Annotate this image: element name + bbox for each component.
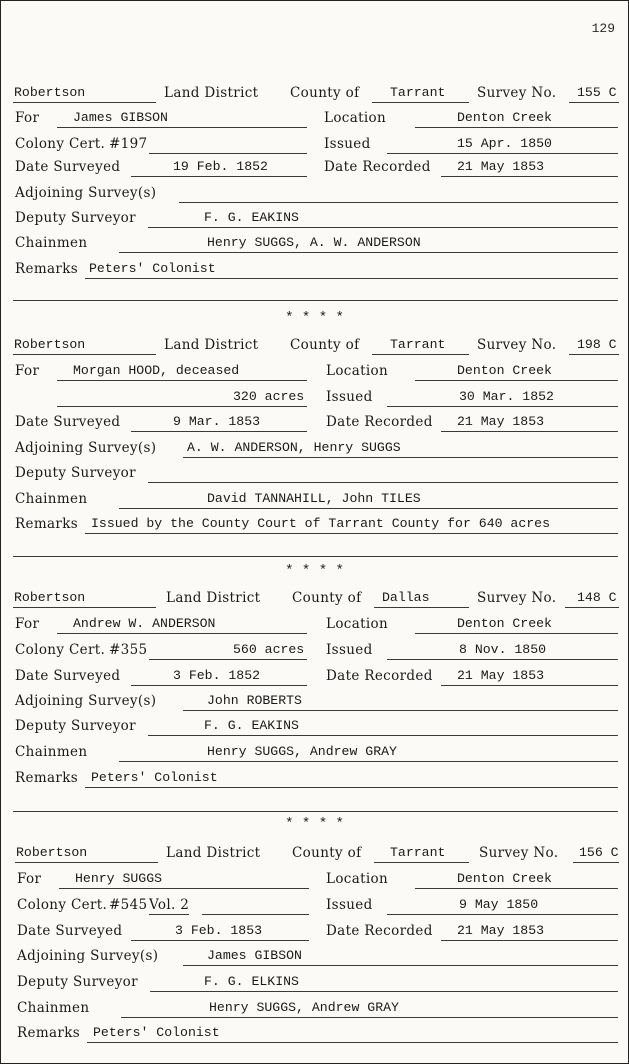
district-row bbox=[1, 79, 628, 103]
date-recorded-value bbox=[441, 663, 618, 686]
dates-row bbox=[1, 662, 628, 686]
acres-value bbox=[149, 637, 307, 660]
acres-text: 320 acres bbox=[233, 389, 305, 404]
cert-issued-row bbox=[1, 891, 628, 915]
acres-value bbox=[57, 384, 307, 407]
cert-line bbox=[202, 892, 309, 915]
land-district-label: Land District bbox=[166, 590, 261, 606]
issued-text: 8 Nov. 1850 bbox=[459, 642, 547, 657]
dates-row bbox=[1, 917, 628, 941]
issued-value bbox=[387, 892, 618, 915]
county-value bbox=[374, 840, 469, 863]
remarks-continuation-line bbox=[13, 789, 618, 812]
chainmen-value bbox=[121, 995, 618, 1018]
county-of-label: County of bbox=[290, 85, 360, 101]
date-recorded-label: Date Recorded bbox=[326, 668, 433, 684]
location-text: Denton Creek bbox=[457, 363, 552, 378]
deputy-label: Deputy Surveyor bbox=[17, 974, 138, 990]
district-row bbox=[1, 584, 628, 608]
remarks-continuation-line bbox=[13, 278, 618, 301]
grantee-text: Andrew W. ANDERSON bbox=[73, 616, 216, 631]
survey-no-text: 156 C bbox=[579, 845, 619, 860]
page-number: 129 bbox=[591, 21, 615, 36]
deputy-value bbox=[150, 969, 618, 992]
issued-label: Issued bbox=[326, 642, 373, 658]
remarks-continuation-row bbox=[1, 533, 628, 557]
grantee-text: Henry SUGGS bbox=[75, 871, 163, 886]
adjoining-text: John ROBERTS bbox=[207, 693, 302, 708]
deputy-text: F. G. EAKINS bbox=[204, 210, 299, 225]
remarks-text: Peters' Colonist bbox=[93, 1025, 220, 1040]
cert-line bbox=[149, 131, 307, 154]
date-surveyed-value bbox=[131, 918, 309, 941]
deputy-row bbox=[1, 204, 628, 228]
survey-no-value bbox=[569, 332, 619, 355]
entry-separator: * * * * bbox=[285, 816, 344, 832]
chainmen-value bbox=[119, 739, 618, 762]
deputy-text: F. G. EAKINS bbox=[204, 718, 299, 733]
for-location-row bbox=[1, 865, 628, 889]
adjoining-label: Adjoining Survey(s) bbox=[15, 693, 157, 709]
adjoining-row bbox=[1, 179, 628, 203]
date-recorded-value bbox=[441, 154, 618, 177]
date-surveyed-value bbox=[131, 409, 307, 432]
chainmen-value bbox=[119, 230, 618, 253]
colony-cert-label: Colony Cert. bbox=[17, 897, 108, 913]
for-label: For bbox=[15, 110, 40, 126]
entry-separator: * * * * bbox=[285, 563, 344, 579]
adjoining-row bbox=[1, 687, 628, 711]
issued-value bbox=[387, 384, 618, 407]
land-district-label: Land District bbox=[164, 337, 259, 353]
adjoining-value bbox=[179, 180, 618, 203]
acres-text: 560 acres bbox=[233, 642, 305, 657]
date-surveyed-label: Date Surveyed bbox=[15, 414, 121, 430]
date-recorded-label: Date Recorded bbox=[326, 414, 433, 430]
location-text: Denton Creek bbox=[457, 616, 552, 631]
county-text: Dallas bbox=[382, 590, 430, 605]
deputy-label: Deputy Surveyor bbox=[15, 465, 136, 481]
date-recorded-text: 21 May 1853 bbox=[457, 923, 545, 938]
district-row bbox=[1, 331, 628, 355]
adjoining-text: A. W. ANDERSON, Henry SUGGS bbox=[187, 440, 401, 455]
issued-text: 9 May 1850 bbox=[459, 897, 539, 912]
district-text: Robertson bbox=[14, 590, 86, 605]
location-label: Location bbox=[326, 871, 389, 887]
district-row bbox=[1, 839, 628, 863]
date-recorded-text: 21 May 1853 bbox=[457, 414, 545, 429]
chainmen-row bbox=[1, 485, 628, 509]
location-text: Denton Creek bbox=[457, 110, 552, 125]
volume-ref: Vol. 2 bbox=[149, 897, 190, 913]
deputy-row bbox=[1, 459, 628, 483]
cert-number: #197 bbox=[109, 136, 148, 152]
remarks-continuation-row bbox=[1, 788, 628, 812]
chainmen-text: Henry SUGGS, A. W. ANDERSON bbox=[207, 235, 421, 250]
survey-no-value bbox=[569, 80, 619, 103]
date-surveyed-text: 9 Mar. 1853 bbox=[173, 414, 261, 429]
acres-issued-row bbox=[1, 383, 628, 407]
issued-label: Issued bbox=[326, 897, 373, 913]
deputy-label: Deputy Surveyor bbox=[15, 718, 136, 734]
chainmen-label: Chainmen bbox=[15, 744, 88, 760]
date-recorded-label: Date Recorded bbox=[324, 159, 431, 175]
survey-no-label: Survey No. bbox=[477, 85, 557, 101]
issued-value bbox=[387, 637, 618, 660]
date-surveyed-value bbox=[131, 154, 307, 177]
location-value bbox=[415, 358, 618, 381]
county-text: Tarrant bbox=[390, 845, 446, 860]
chainmen-value bbox=[119, 486, 618, 509]
cert-number: #545 bbox=[109, 897, 148, 913]
chainmen-label: Chainmen bbox=[15, 491, 88, 507]
adjoining-label: Adjoining Survey(s) bbox=[15, 440, 157, 456]
date-recorded-value bbox=[441, 409, 618, 432]
chainmen-text: Henry SUGGS, Andrew GRAY bbox=[209, 1000, 399, 1015]
location-text: Denton Creek bbox=[457, 871, 552, 886]
district-value bbox=[13, 80, 156, 103]
for-label: For bbox=[17, 871, 42, 887]
county-value bbox=[374, 585, 469, 608]
date-recorded-value bbox=[441, 918, 618, 941]
grantee-text: Morgan HOOD, deceased bbox=[73, 363, 240, 378]
survey-no-text: 148 C bbox=[577, 590, 617, 605]
deputy-label: Deputy Surveyor bbox=[15, 210, 136, 226]
location-label: Location bbox=[326, 616, 389, 632]
land-district-label: Land District bbox=[166, 845, 261, 861]
grantee-value bbox=[57, 105, 307, 128]
adjoining-value bbox=[183, 435, 618, 458]
remarks-value bbox=[85, 765, 618, 788]
remarks-continuation-line bbox=[13, 534, 618, 557]
adjoining-text: James GIBSON bbox=[207, 948, 302, 963]
for-label: For bbox=[15, 616, 40, 632]
district-text: Robertson bbox=[14, 337, 86, 352]
survey-no-label: Survey No. bbox=[477, 337, 557, 353]
chainmen-row bbox=[1, 994, 628, 1018]
issued-value bbox=[387, 131, 618, 154]
date-surveyed-text: 3 Feb. 1852 bbox=[173, 668, 261, 683]
district-value bbox=[13, 585, 156, 608]
district-value bbox=[13, 332, 156, 355]
date-surveyed-label: Date Surveyed bbox=[15, 159, 121, 175]
deputy-text: F. G. ELKINS bbox=[204, 974, 299, 989]
location-label: Location bbox=[324, 110, 387, 126]
issued-label: Issued bbox=[324, 136, 371, 152]
remarks-text: Peters' Colonist bbox=[91, 770, 218, 785]
county-value bbox=[372, 332, 469, 355]
county-value bbox=[372, 80, 469, 103]
district-value bbox=[15, 840, 158, 863]
chainmen-row bbox=[1, 229, 628, 253]
chainmen-row bbox=[1, 738, 628, 762]
for-location-row bbox=[1, 104, 628, 128]
survey-no-value bbox=[573, 840, 619, 863]
dates-row bbox=[1, 153, 628, 177]
survey-no-label: Survey No. bbox=[479, 845, 559, 861]
deputy-row bbox=[1, 968, 628, 992]
cert-issued-row bbox=[1, 636, 628, 660]
remarks-continuation-row bbox=[1, 277, 628, 301]
remarks-label: Remarks bbox=[15, 516, 79, 532]
remarks-label: Remarks bbox=[15, 261, 79, 277]
remarks-text: Issued by the County Court of Tarrant County for 640 acres bbox=[91, 516, 550, 531]
adjoining-label: Adjoining Survey(s) bbox=[15, 185, 157, 201]
location-label: Location bbox=[326, 363, 389, 379]
remarks-row bbox=[1, 255, 628, 279]
cert-number: #355 bbox=[109, 642, 148, 658]
survey-no-text: 155 C bbox=[577, 85, 617, 100]
survey-no-value bbox=[565, 585, 619, 608]
adjoining-label: Adjoining Survey(s) bbox=[17, 948, 159, 964]
county-of-label: County of bbox=[292, 590, 362, 606]
location-value bbox=[415, 611, 618, 634]
district-text: Robertson bbox=[16, 845, 88, 860]
grantee-value bbox=[57, 611, 307, 634]
deputy-row bbox=[1, 712, 628, 736]
district-text: Robertson bbox=[14, 85, 86, 100]
county-of-label: County of bbox=[290, 337, 360, 353]
adjoining-value bbox=[183, 688, 618, 711]
date-surveyed-text: 3 Feb. 1853 bbox=[175, 923, 263, 938]
remarks-value bbox=[87, 1020, 618, 1043]
remarks-label: Remarks bbox=[17, 1025, 81, 1041]
remarks-value bbox=[85, 256, 618, 279]
issued-text: 15 Apr. 1850 bbox=[457, 136, 552, 151]
date-surveyed-label: Date Surveyed bbox=[17, 923, 123, 939]
adjoining-row bbox=[1, 942, 628, 966]
remarks-label: Remarks bbox=[15, 770, 79, 786]
county-text: Tarrant bbox=[390, 337, 446, 352]
colony-cert-label: Colony Cert. bbox=[15, 136, 106, 152]
survey-no-label: Survey No. bbox=[477, 590, 557, 606]
chainmen-label: Chainmen bbox=[15, 235, 88, 251]
chainmen-text: David TANNAHILL, John TILES bbox=[207, 491, 421, 506]
for-label: For bbox=[15, 363, 40, 379]
deputy-value bbox=[148, 460, 618, 483]
date-surveyed-label: Date Surveyed bbox=[15, 668, 121, 684]
survey-no-text: 198 C bbox=[577, 337, 617, 352]
entry-separator: * * * * bbox=[285, 310, 344, 326]
date-surveyed-value bbox=[131, 663, 307, 686]
remarks-row bbox=[1, 764, 628, 788]
grantee-text: James GIBSON bbox=[73, 110, 168, 125]
chainmen-text: Henry SUGGS, Andrew GRAY bbox=[207, 744, 397, 759]
date-recorded-text: 21 May 1853 bbox=[457, 668, 545, 683]
county-text: Tarrant bbox=[390, 85, 446, 100]
county-of-label: County of bbox=[292, 845, 362, 861]
for-location-row bbox=[1, 610, 628, 634]
date-recorded-label: Date Recorded bbox=[326, 923, 433, 939]
for-location-row bbox=[1, 357, 628, 381]
remarks-text: Peters' Colonist bbox=[89, 261, 216, 276]
colony-cert-label: Colony Cert. bbox=[15, 642, 106, 658]
chainmen-label: Chainmen bbox=[17, 1000, 90, 1016]
remarks-row bbox=[1, 1019, 628, 1043]
adjoining-row bbox=[1, 434, 628, 458]
remarks-row bbox=[1, 510, 628, 534]
location-value bbox=[415, 105, 618, 128]
issued-label: Issued bbox=[326, 389, 373, 405]
date-recorded-text: 21 May 1853 bbox=[457, 159, 545, 174]
grantee-value bbox=[57, 358, 307, 381]
grantee-value bbox=[59, 866, 309, 889]
date-surveyed-text: 19 Feb. 1852 bbox=[173, 159, 268, 174]
dates-row bbox=[1, 408, 628, 432]
deputy-value bbox=[148, 713, 618, 736]
deputy-value bbox=[148, 205, 618, 228]
remarks-value bbox=[85, 511, 618, 534]
issued-text: 30 Mar. 1852 bbox=[459, 389, 554, 404]
adjoining-value bbox=[183, 943, 618, 966]
land-district-label: Land District bbox=[164, 85, 259, 101]
location-value bbox=[415, 866, 618, 889]
cert-issued-row bbox=[1, 130, 628, 154]
